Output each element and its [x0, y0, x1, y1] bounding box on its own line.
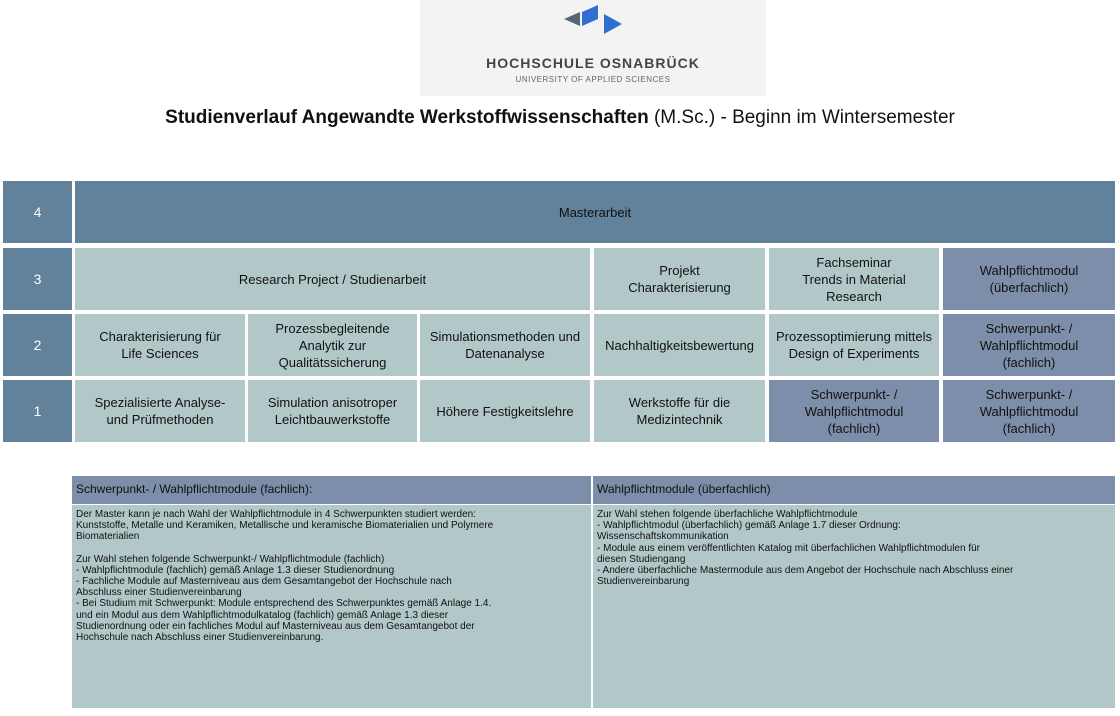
semester-number-4: 4	[3, 181, 72, 243]
module-spezialisierte-analyse: Spezialisierte Analyse- und Prüfmethoden	[75, 380, 245, 442]
module-werkstoffe-medizintechnik: Werkstoffe für die Medizintechnik	[594, 380, 765, 442]
info-right-heading: Wahlpflichtmodule (überfachlich)	[593, 476, 1115, 504]
module-projekt-charakterisierung: Projekt Charakterisierung	[594, 248, 765, 310]
info-left-paragraph-1: Der Master kann je nach Wahl der Wahlpflichtmodule in 4 Schwerpunkten studiert werden: Kunststoffe, Metalle und Keramiken, Metallische und keramische Biomaterialien und Polymere Biomaterialien	[76, 509, 494, 543]
module-schwerpunkt-wahlpflicht: Schwerpunkt- / Wahlpflichtmodul (fachlich)	[769, 380, 939, 442]
logo-subtitle: UNIVERSITY OF APPLIED SCIENCES	[515, 75, 671, 84]
semester-number-2: 2	[3, 314, 72, 376]
title-bold: Studienverlauf Angewandte Werkstoffwissenschaften	[165, 107, 649, 128]
module-simulation-leichtbau: Simulation anisotroper Leichtbauwerkstoffe	[248, 380, 417, 442]
info-right-body	[593, 505, 1115, 708]
module-nachhaltigkeitsbewertung: Nachhaltigkeitsbewertung	[594, 314, 765, 376]
module-masterarbeit: Masterarbeit	[75, 181, 1115, 243]
info-right-paragraph-1: Zur Wahl stehen folgende überfachliche Wahlpflichtmodule - Wahlpflichtmodul (überfachlich) gemäß Anlage 1.7 dieser Ordnung: Wissenschaftskommunikation - Module aus einem veröffentlichten Katalog mit überfachlichen Wahlpflichtmodulen für diesen Studiengang - Andere überfachliche Mastermodule aus dem Angebot der Hochschule nach Abschluss einer Studienvereinbarung	[597, 509, 1014, 588]
page-title	[0, 107, 1120, 129]
info-left-body	[72, 505, 591, 708]
module-schwerpunkt-wahlpflicht: Schwerpunkt- / Wahlpflichtmodul (fachlich)	[943, 314, 1115, 376]
module-research-project: Research Project / Studienarbeit	[75, 248, 590, 310]
semester-number-3: 3	[3, 248, 72, 310]
module-prozessbegleitende-analytik: Prozessbegleitende Analytik zur Qualitätssicherung	[248, 314, 417, 376]
logo-mark-icon	[564, 2, 622, 38]
logo-name: HOCHSCHULE OSNABRÜCK	[486, 55, 700, 71]
info-left-heading: Schwerpunkt- / Wahlpflichtmodule (fachlich):	[72, 476, 591, 504]
module-wahlpflicht-ueberfachlich: Wahlpflichtmodul (überfachlich)	[943, 248, 1115, 310]
semester-number-1: 1	[3, 380, 72, 442]
module-prozessoptimierung: Prozessoptimierung mittels Design of Experiments	[769, 314, 939, 376]
module-schwerpunkt-wahlpflicht: Schwerpunkt- / Wahlpflichtmodul (fachlich)	[943, 380, 1115, 442]
university-logo	[420, 0, 766, 96]
module-simulationsmethoden: Simulationsmethoden und Datenanalyse	[420, 314, 590, 376]
module-charakterisierung-life-sciences: Charakterisierung für Life Sciences	[75, 314, 245, 376]
module-fachseminar: Fachseminar Trends in Material Research	[769, 248, 939, 310]
module-hoehere-festigkeitslehre: Höhere Festigkeitslehre	[420, 380, 590, 442]
title-rest: (M.Sc.) - Beginn im Wintersemester	[648, 107, 955, 128]
info-left-paragraph-2: Zur Wahl stehen folgende Schwerpunkt-/ Wahlpflichtmodule (fachlich) - Wahlpflichtmodule (fachlich) gemäß Anlage 1.3 dieser Studienordnung - Fachliche Module auf Masterniveau aus dem Gesamtangebot der Hochschule nach Abschluss einer Studienvereinbarung - Bei Studium mit Schwerpunkt: Module entsprechend des Schwerpunktes gemäß Anlage 1.4. und ein Modul aus dem Wahlpflichtmodulkatalog (fachlich) gemäß Anlage 1.3 dieser Studienordnung oder ein fachliches Modul auf Masterniveau aus dem Gesamtangebot der Hochschule nach Abschluss einer Studienvereinbarung.	[76, 553, 492, 644]
